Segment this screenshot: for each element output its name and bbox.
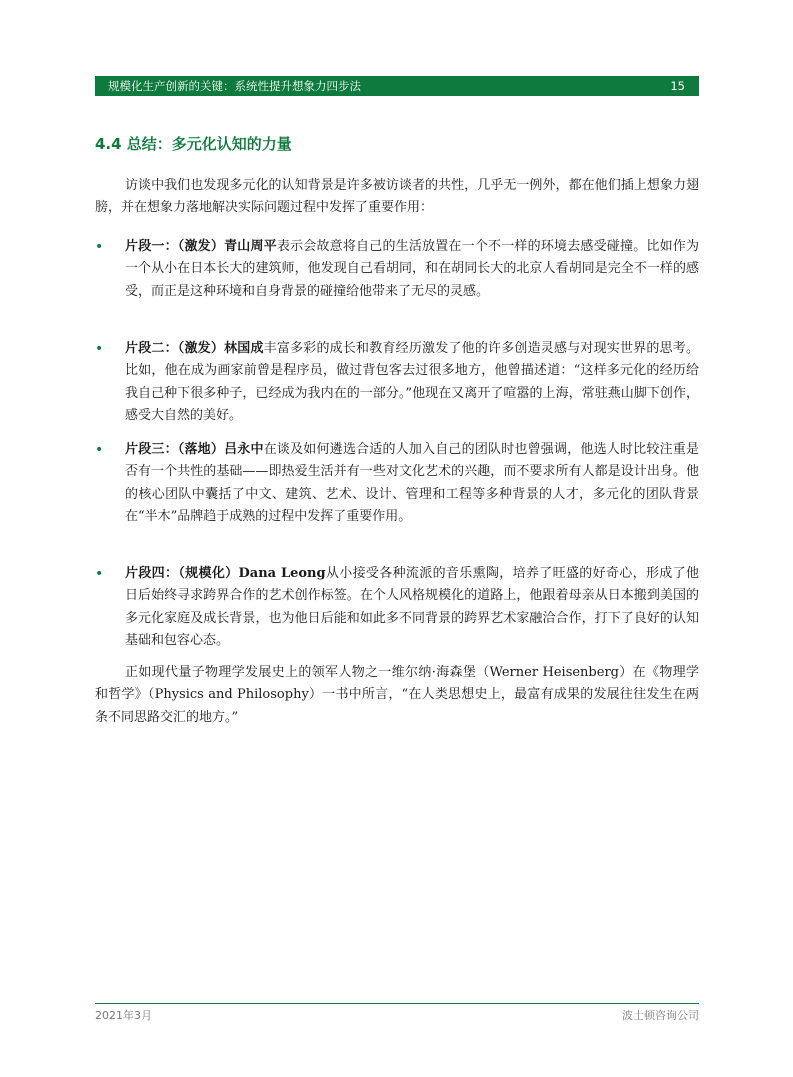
bullet-lead: 片段四：（规模化）Dana Leong (125, 566, 326, 581)
closing-paragraph: 正如现代量子物理学发展史上的领军人物之一维尔纳·海森堡（Werner Heisenberg）在《物理学和哲学》（Physics and Philosophy）一书中所言，“在人类思想史上，最富有成果的发展往往发生在两条不同思路交汇的地方。” (95, 665, 699, 725)
bullet-item (95, 236, 699, 303)
bullet-body (125, 338, 699, 427)
footer-date: 2021年3月 (95, 1009, 152, 1022)
footer-organization: 波士顿咨询公司 (622, 1009, 699, 1022)
bullet-item (95, 439, 699, 528)
bullet-dot-icon: • (95, 341, 104, 357)
page-header (95, 76, 699, 96)
bullet-text: 从小接受各种流派的音乐熏陶，培养了旺盛的好奇心，形成了他日后始终寻求跨界合作的艺术创作标签。在个人风格规模化的道路上，他跟着母亲从日本搬到美国的多元化家庭及成长背景，也为他日后能和如此多不同背景的跨界艺术家融洽合作，打下了良好的认知基础和包容心态。 (125, 566, 699, 648)
bullet-text: 在谈及如何遴选合适的人加入自己的团队时也曾强调，他选人时比较注重是否有一个共性的基础——即热爱生活并有一些对文化艺术的兴趣，而不要求所有人都是设计出身。他的核心团队中囊括了中文、建筑、艺术、设计、管理和工程等多种背景的人才，多元化的团队背景在“半木”品牌趋于成熟的过程中发挥了重要作用。 (125, 442, 699, 524)
bullet-item (95, 563, 699, 652)
bullet-item (95, 338, 699, 427)
bullet-body (125, 439, 699, 528)
bullet-body (125, 236, 699, 303)
bullet-dot-icon: • (95, 566, 104, 582)
bullet-lead: 片段二：（激发）林国成 (125, 341, 264, 356)
page-number: 15 (670, 79, 685, 93)
intro-paragraph: 访谈中我们也发现多元化的认知背景是许多被访谈者的共性，几乎无一例外，都在他们插上想象力翅膀，并在想象力落地解决实际问题过程中发挥了重要作用： (95, 178, 699, 216)
header-title: 规模化生产创新的关键：系统性提升想象力四步法 (108, 79, 361, 93)
bullet-lead: 片段三：（落地）吕永中 (125, 442, 264, 457)
bullet-dot-icon: • (95, 442, 104, 458)
bullet-body (125, 563, 699, 652)
bullet-text: 表示会故意将自己的生活放置在一个不一样的环境去感受碰撞。比如作为一个从小在日本长大的建筑师，他发现自己看胡同，和在胡同长大的北京人看胡同是完全不一样的感受，而正是这种环境和自身背景的碰撞给他带来了无尽的灵感。 (125, 239, 699, 299)
bullet-text: 丰富多彩的成长和教育经历激发了他的许多创造灵感与对现实世界的思考。比如，他在成为画家前曾是程序员，做过背包客去过很多地方，他曾描述道：“这样多元化的经历给我自己种下很多种子，已经成为我内在的一部分。”他现在又离开了喧嚣的上海，常驻燕山脚下创作，感受大自然的美好。 (125, 341, 699, 423)
footer-divider (95, 1003, 699, 1004)
bullet-lead: 片段一：（激发）青山周平 (125, 239, 277, 254)
bullet-dot-icon: • (95, 239, 104, 255)
section-title: 4.4 总结：多元化认知的力量 (95, 135, 292, 153)
